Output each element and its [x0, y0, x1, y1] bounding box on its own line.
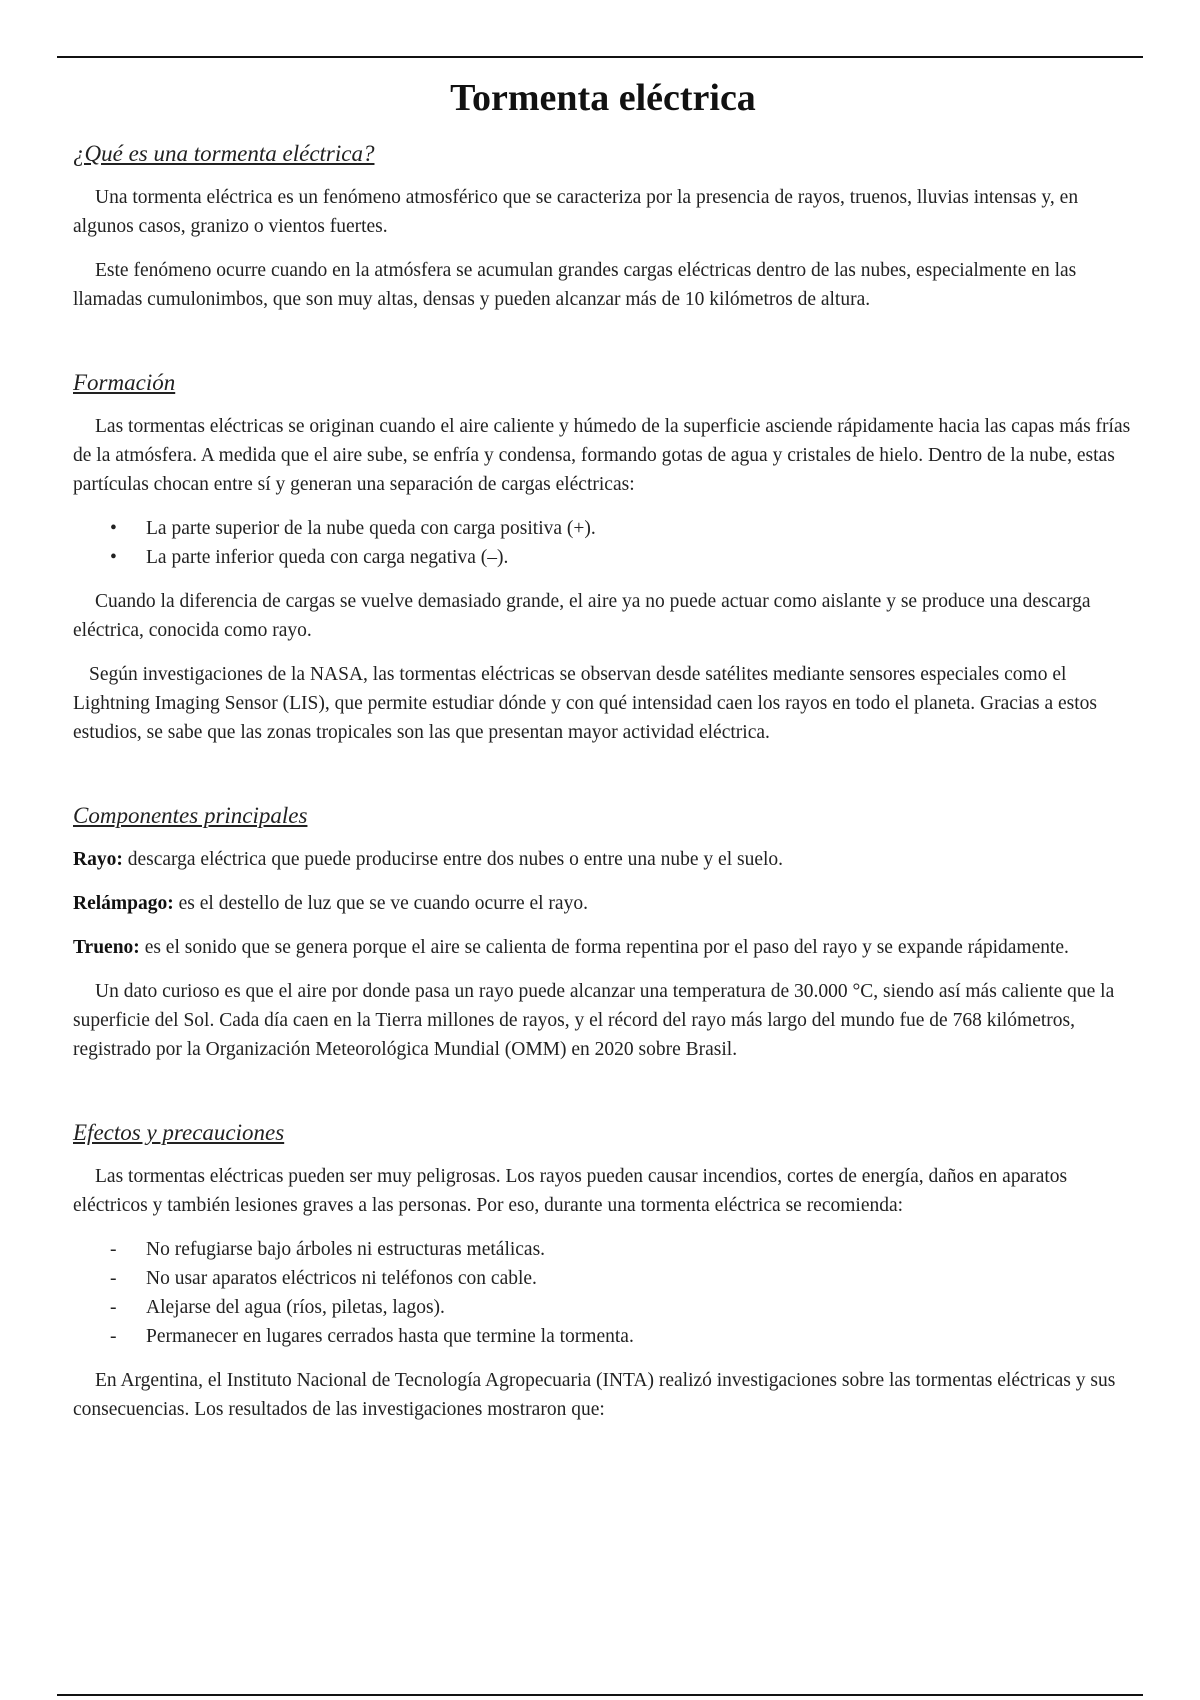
list-item — [73, 1293, 1133, 1322]
precautions-list — [73, 1235, 1133, 1351]
list-item — [73, 514, 1133, 543]
spacer — [73, 329, 1133, 369]
section-heading-efectos: Efectos y precauciones — [73, 1120, 285, 1145]
paragraph: Las tormentas eléctricas pueden ser muy peligrosas. Los rayos pueden causar incendios, cortes de energía, daños en aparatos eléctricos y también lesiones graves a las personas. Por eso, durante una tormenta eléctrica se recomienda: — [73, 1166, 1068, 1216]
bullet-icon: • — [110, 547, 117, 568]
paragraph: En Argentina, el Instituto Nacional de Tecnología Agropecuaria (INTA) realizó investigaciones sobre las tormentas eléctricas y sus consecuencias. Los resultados de las investigaciones mostraron que: — [73, 1370, 1116, 1420]
paragraph: Según investigaciones de la NASA, las tormentas eléctricas se observan desde satélites mediante sensores especiales como el Lightning Imaging Sensor (LIS), que permite estudiar dónde y con qué intensidad caen los rayos en todo el planeta. Gracias a estos estudios, se sabe que las zonas tropicales son las que presentan mayor actividad eléctrica. — [73, 664, 1098, 743]
spacer — [73, 762, 1133, 802]
paragraph: Las tormentas eléctricas se originan cuando el aire caliente y húmedo de la superficie asciende rápidamente hacia las capas más frías de la atmósfera. A medida que el aire sube, se enfría y condensa, formando gotas de agua y cristales de hielo. Dentro de la nube, estas partículas chocan entre sí y generan una separación de cargas eléctricas: — [73, 416, 1131, 495]
document-page — [73, 72, 1133, 1439]
list-item-text: Permanecer en lugares cerrados hasta que termine la tormenta. — [146, 1326, 634, 1347]
list-item — [73, 1264, 1133, 1293]
list-item — [73, 1322, 1133, 1351]
bullet-icon: • — [110, 518, 117, 539]
section-heading-formacion: Formación — [73, 370, 176, 395]
section-heading-componentes: Componentes principales — [73, 803, 308, 828]
term-text: es el destello de luz que se ve cuando ocurre el rayo. — [173, 893, 588, 914]
document-title: Tormenta eléctrica — [450, 77, 756, 119]
dash-icon: - — [110, 1297, 117, 1318]
term-text: descarga eléctrica que puede producirse entre dos nubes o entre una nube y el suelo. — [122, 849, 784, 870]
top-rule — [57, 56, 1143, 58]
paragraph: Una tormenta eléctrica es un fenómeno atmosférico que se caracteriza por la presencia de rayos, truenos, lluvias intensas y, en algunos casos, granizo o vientos fuertes. — [73, 187, 1079, 237]
list-item-text: La parte inferior queda con carga negativa (–). — [146, 547, 509, 568]
paragraph: Un dato curioso es que el aire por donde pasa un rayo puede alcanzar una temperatura de 30.000 °C, siendo así más caliente que la superficie del Sol. Cada día caen en la Tierra millones de rayos, y el récord del rayo más largo del mundo fue de 768 kilómetros, registrado por la Organización Meteorológica Mundial (OMM) en 2020 sobre Brasil. — [73, 981, 1115, 1060]
term-definition — [73, 845, 1133, 874]
paragraph: Este fenómeno ocurre cuando en la atmósfera se acumulan grandes cargas eléctricas dentro de las nubes, especialmente en las llamadas cumulonimbos, que son muy altas, densas y pueden alcanzar más de 10 kilómetros de altura. — [73, 260, 1077, 310]
paragraph: Cuando la diferencia de cargas se vuelve demasiado grande, el aire ya no puede actuar como aislante y se produce una descarga eléctrica, conocida como rayo. — [73, 591, 1091, 641]
dash-icon: - — [110, 1239, 117, 1260]
term-label: Trueno: — [73, 937, 140, 958]
list-item-text: No usar aparatos eléctricos ni teléfonos con cable. — [146, 1268, 537, 1289]
charge-list — [73, 514, 1133, 572]
list-item-text: No refugiarse bajo árboles ni estructuras metálicas. — [146, 1239, 546, 1260]
bottom-rule — [57, 1694, 1143, 1696]
dash-icon: - — [110, 1326, 117, 1347]
list-item — [73, 543, 1133, 572]
section-heading-que-es: ¿Qué es una tormenta eléctrica? — [73, 141, 375, 166]
term-label: Relámpago: — [73, 893, 174, 914]
list-item-text: Alejarse del agua (ríos, piletas, lagos). — [146, 1297, 445, 1318]
term-text: es el sonido que se genera porque el aire se calienta de forma repentina por el paso del rayo y se expande rápidamente. — [139, 937, 1069, 958]
term-label: Rayo: — [73, 849, 123, 870]
term-definition — [73, 889, 1133, 918]
list-item-text: La parte superior de la nube queda con carga positiva (+). — [146, 518, 596, 539]
list-item — [73, 1235, 1133, 1264]
spacer — [73, 1079, 1133, 1119]
dash-icon: - — [110, 1268, 117, 1289]
term-definition — [73, 933, 1133, 962]
